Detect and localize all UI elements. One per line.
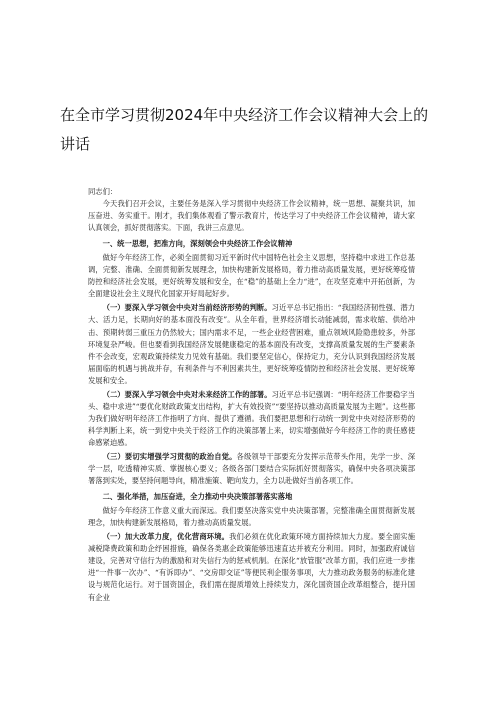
subsection-4-paragraph [88,531,415,603]
subsection-3-paragraph [88,451,415,487]
subsection-1-paragraph [88,302,415,386]
intro-paragraph: 今天我们召开会议，主要任务是深入学习贯彻中央经济工作会议精神，统一思想、凝聚共识，加压奋进、务实重干。刚才，我们集体观看了警示教育片，传达学习了中央经济工作会议精神，请大家认真领会，抓好贯彻落实。下面，我讲三点意见。 [88,199,415,233]
section-1-paragraph: 做好今年经济工作，必须全面贯彻习近平新时代中国特色社会主义思想，坚持稳中求进工作总基调，完整、准确、全面贯彻新发展理念，加快构建新发展格局，着力推动高质量发展，更好统筹疫情防控和经济社会发展，更好统筹发展和安全，在“稳”的基础上全力“进”，在攻坚克难中开拓创新，为全面建设社会主义现代化国家开好局起好步。 [88,253,415,299]
subsection-2-paragraph [88,389,415,449]
subsection-4-text: 我们必须在优化政策环境方面持续加大力度。要全面实施减税降费政策和助企纾困措施，确保各类惠企政策能够迅速直达并被充分利用。同时，加强政府诚信建设，完善对守信行为的激励和对失信行为的惩戒机制。在深化“放管服”改革方面，我们应进一步推进“一件事一次办”、“有诉即办”、“交房即交证”等便民利企服务事项，大力推动政务服务的标准化建设与规范化运行。对于国资国企，我们需在提质增效上持续发力，深化国资国企改革组整合，提升国有企业 [88,532,416,602]
subsection-3-text: 各级领导干部要充分发挥示范带头作用，先学一步、深学一层，吃透精神实质、掌握核心要义；各级各部门要结合实际抓好贯彻落实，确保中央各项决策部署落到实处，要坚持问题导向，精准施策、靶向发力，全力以赴做好当前各项工作。 [88,451,416,486]
subsection-heading-3: （三）要切实增强学习贯彻的政治自觉。 [102,451,237,461]
section-heading-1: 一、统一思想，把准方向，深刻领会中央经济工作会议精神 [102,239,293,249]
subsection-heading-2: （二）要深入学习领会中央对未来经济工作的部署。 [102,389,272,399]
salutation: 同志们： [88,187,118,196]
subsection-1-text: 习近平总书记指出：“我国经济韧性强、潜力大、活力足，长期向好的基本面没有改变”。从全年看，世界经济增长动能减弱，需求收缩、供给冲击、预期转弱三重压力仍然较大；国内需求不足，一些企业经营困难，重点领域风险隐患较多，外部环境复杂严峻。但也要看到我国经济发展健康稳定的基本面没有改变，支撑高质量发展的生产要素条件不会改变，宏观政策持续发力见效有基础。我们要坚定信心，保持定力，充分认识到我国经济发展届面临的机遇与挑战并存，有利条件与不利因素共生，更好统筹疫情防控和经济社会发展、更好统筹发展和安全。 [88,303,416,385]
section-2-paragraph: 做好今年经济工作意义重大而深远。我们要坚决落实党中央决策部署，完整准确全面贯彻新发展理念，加快构建新发展格局，着力推动高质量发展。 [88,506,415,528]
document-title: 在全市学习贯彻2024年中央经济工作会议精神大会上的讲话 [60,106,429,154]
subsection-2-text: 习近平总书记强调：“明年经济工作要稳字当头、稳中求进”“要优化财政政策支出结构，扩大有效投资”“要坚持以推动高质量发展为主题”。这些都为我们做好明年经济工作指明了方向、提供了遵循。我们要把思想和行动统一到党中央对经济形势的科学判断上来，统一到党中央关于经济工作的决策部署上来，切实增强做好今年经济工作的责任感使命感紧迫感。 [88,389,416,447]
section-heading-2: 二、强化举措，加压奋进，全力推动中央决策部署落实落地 [102,492,293,502]
document-body [88,186,415,604]
subsection-heading-1: （一）要深入学习领会中央对当前经济形势的判断。 [102,303,272,313]
subsection-heading-4: （一）加大改革力度，优化营商环境。 [102,532,230,542]
